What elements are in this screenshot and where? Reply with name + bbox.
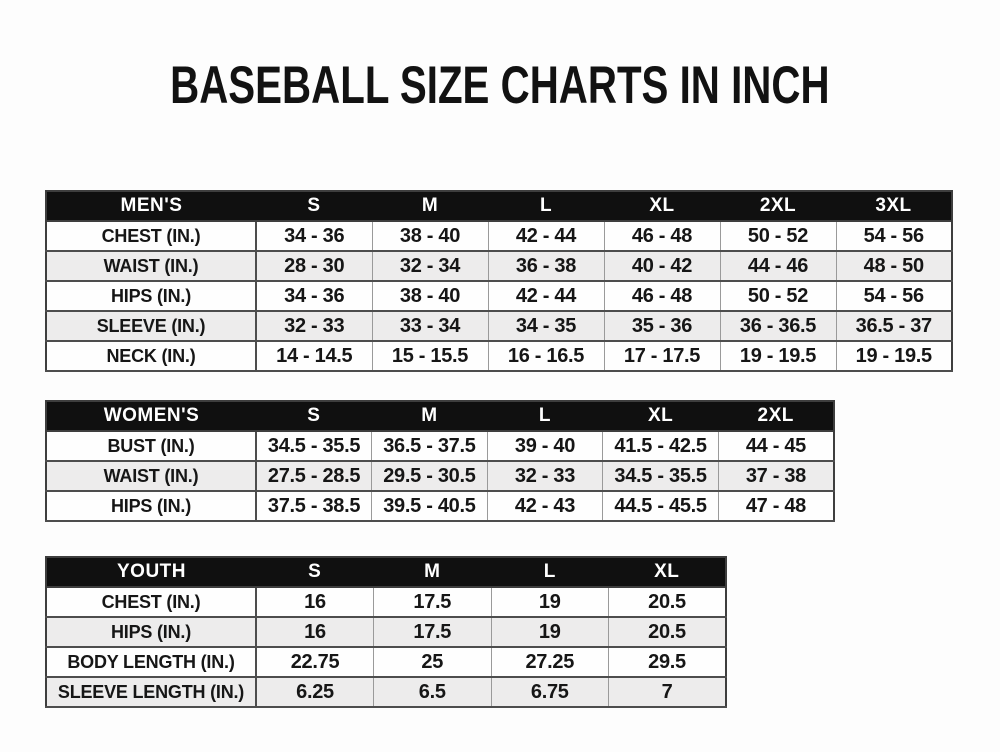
- row-label: BUST (IN.): [46, 431, 256, 461]
- mens-size-chart: [45, 190, 953, 372]
- size-column-header: L: [488, 191, 604, 221]
- size-cell: 22.75: [256, 647, 374, 677]
- youth-size-chart: [45, 556, 727, 708]
- size-cell: 35 - 36: [604, 311, 720, 341]
- size-cell: 17.5: [374, 617, 492, 647]
- size-cell: 19 - 19.5: [836, 341, 952, 371]
- size-cell: 19: [491, 617, 609, 647]
- table-row: [46, 587, 726, 617]
- size-cell: 34.5 - 35.5: [256, 431, 372, 461]
- size-cell: 20.5: [609, 587, 727, 617]
- size-cell: 17.5: [374, 587, 492, 617]
- table-row: [46, 341, 952, 371]
- size-cell: 46 - 48: [604, 281, 720, 311]
- size-cell: 37.5 - 38.5: [256, 491, 372, 521]
- table-row: [46, 617, 726, 647]
- size-cell: 44 - 45: [718, 431, 834, 461]
- size-column-header: S: [256, 557, 374, 587]
- size-cell: 50 - 52: [720, 221, 836, 251]
- row-label: SLEEVE (IN.): [46, 311, 256, 341]
- size-cell: 42 - 43: [487, 491, 603, 521]
- size-column-header: XL: [603, 401, 719, 431]
- table-row: [46, 461, 834, 491]
- size-column-header: 2XL: [718, 401, 834, 431]
- size-cell: 42 - 44: [488, 221, 604, 251]
- size-cell: 16: [256, 587, 374, 617]
- header-row: [46, 401, 834, 431]
- size-cell: 37 - 38: [718, 461, 834, 491]
- size-column-header: S: [256, 401, 372, 431]
- row-label: CHEST (IN.): [46, 587, 256, 617]
- size-column-header: L: [487, 401, 603, 431]
- table-row: [46, 431, 834, 461]
- size-cell: 38 - 40: [372, 281, 488, 311]
- size-cell: 38 - 40: [372, 221, 488, 251]
- size-column-header: M: [372, 191, 488, 221]
- size-cell: 6.75: [491, 677, 609, 707]
- table-title-header: YOUTH: [46, 557, 256, 587]
- size-cell: 6.5: [374, 677, 492, 707]
- page-title-text: BASEBALL SIZE CHARTS IN INCH: [170, 56, 830, 115]
- header-row: [46, 191, 952, 221]
- size-cell: 36.5 - 37: [836, 311, 952, 341]
- size-cell: 19: [491, 587, 609, 617]
- size-cell: 17 - 17.5: [604, 341, 720, 371]
- table-row: [46, 677, 726, 707]
- size-cell: 25: [374, 647, 492, 677]
- row-label: CHEST (IN.): [46, 221, 256, 251]
- size-cell: 47 - 48: [718, 491, 834, 521]
- size-cell: 34 - 36: [256, 281, 372, 311]
- row-label: SLEEVE LENGTH (IN.): [46, 677, 256, 707]
- size-column-header: 3XL: [836, 191, 952, 221]
- row-label: BODY LENGTH (IN.): [46, 647, 256, 677]
- size-cell: 36 - 36.5: [720, 311, 836, 341]
- size-column-header: S: [256, 191, 372, 221]
- row-label: HIPS (IN.): [46, 281, 256, 311]
- table-row: [46, 221, 952, 251]
- header-row: [46, 557, 726, 587]
- table-row: [46, 647, 726, 677]
- row-label: WAIST (IN.): [46, 461, 256, 491]
- size-cell: 34 - 36: [256, 221, 372, 251]
- size-column-header: M: [372, 401, 488, 431]
- row-label: WAIST (IN.): [46, 251, 256, 281]
- table-row: [46, 281, 952, 311]
- size-cell: 54 - 56: [836, 221, 952, 251]
- size-cell: 50 - 52: [720, 281, 836, 311]
- size-cell: 15 - 15.5: [372, 341, 488, 371]
- table-title-header: WOMEN'S: [46, 401, 256, 431]
- size-cell: 7: [609, 677, 727, 707]
- table-row: [46, 491, 834, 521]
- size-cell: 46 - 48: [604, 221, 720, 251]
- size-cell: 32 - 34: [372, 251, 488, 281]
- table-title-header: MEN'S: [46, 191, 256, 221]
- size-cell: 42 - 44: [488, 281, 604, 311]
- size-column-header: L: [491, 557, 609, 587]
- size-cell: 16: [256, 617, 374, 647]
- size-column-header: XL: [604, 191, 720, 221]
- size-cell: 27.5 - 28.5: [256, 461, 372, 491]
- size-cell: 44 - 46: [720, 251, 836, 281]
- size-cell: 34 - 35: [488, 311, 604, 341]
- size-cell: 36 - 38: [488, 251, 604, 281]
- size-cell: 14 - 14.5: [256, 341, 372, 371]
- size-cell: 33 - 34: [372, 311, 488, 341]
- table-row: [46, 311, 952, 341]
- size-cell: 54 - 56: [836, 281, 952, 311]
- size-cell: 27.25: [491, 647, 609, 677]
- size-cell: 19 - 19.5: [720, 341, 836, 371]
- size-cell: 36.5 - 37.5: [372, 431, 488, 461]
- table-row: [46, 251, 952, 281]
- size-cell: 32 - 33: [487, 461, 603, 491]
- row-label: HIPS (IN.): [46, 617, 256, 647]
- row-label: NECK (IN.): [46, 341, 256, 371]
- size-cell: 20.5: [609, 617, 727, 647]
- size-cell: 29.5 - 30.5: [372, 461, 488, 491]
- size-cell: 48 - 50: [836, 251, 952, 281]
- size-column-header: XL: [609, 557, 727, 587]
- size-cell: 32 - 33: [256, 311, 372, 341]
- size-cell: 29.5: [609, 647, 727, 677]
- size-cell: 41.5 - 42.5: [603, 431, 719, 461]
- size-cell: 34.5 - 35.5: [603, 461, 719, 491]
- womens-size-chart: [45, 400, 835, 522]
- size-column-header: M: [374, 557, 492, 587]
- size-cell: 39 - 40: [487, 431, 603, 461]
- size-column-header: 2XL: [720, 191, 836, 221]
- size-cell: 40 - 42: [604, 251, 720, 281]
- size-cell: 39.5 - 40.5: [372, 491, 488, 521]
- size-cell: 44.5 - 45.5: [603, 491, 719, 521]
- size-cell: 28 - 30: [256, 251, 372, 281]
- size-cell: 6.25: [256, 677, 374, 707]
- size-cell: 16 - 16.5: [488, 341, 604, 371]
- row-label: HIPS (IN.): [46, 491, 256, 521]
